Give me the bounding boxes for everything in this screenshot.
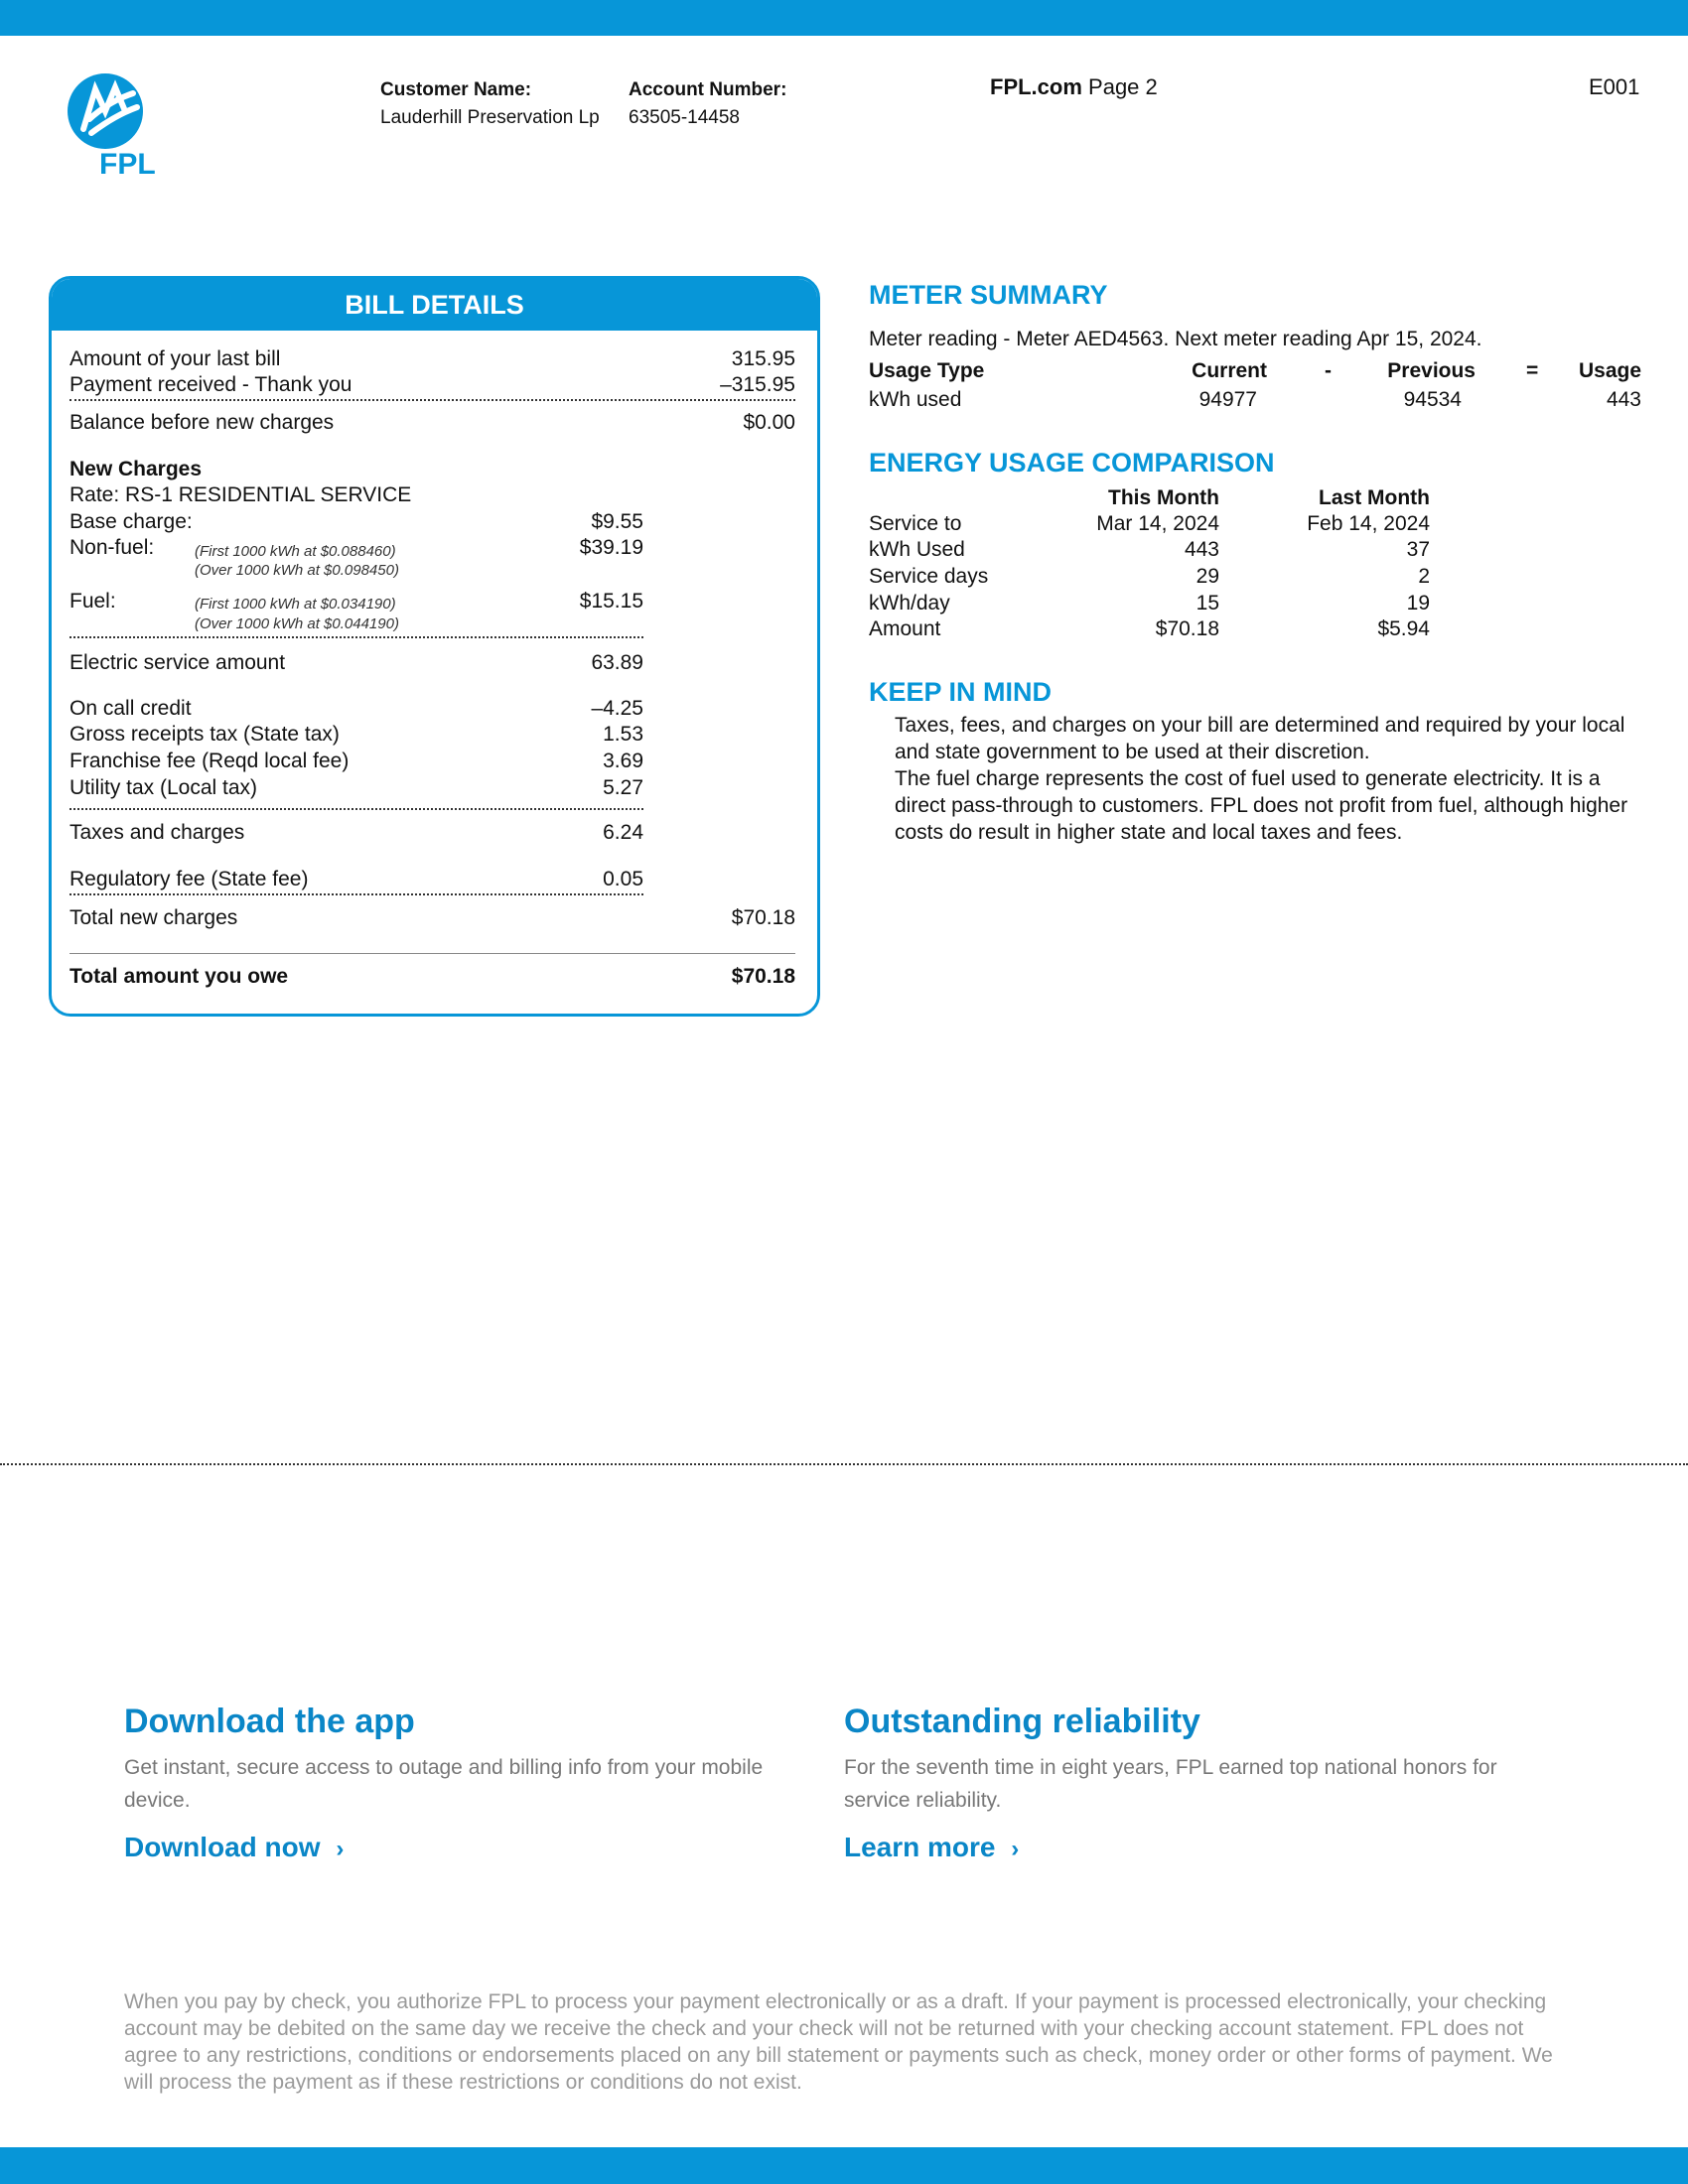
usage-row-label: Service to (869, 512, 962, 535)
total-new-charges-label: Total new charges (70, 906, 238, 929)
meter-row-type: kWh used (869, 388, 962, 411)
col-this-month: This Month (1108, 486, 1219, 509)
chevron-right-icon: › (336, 1836, 345, 1862)
usage-row-last: Feb 14, 2024 (1307, 512, 1430, 535)
fuel-rate-note: (First 1000 kWh at $0.034190) (195, 596, 396, 613)
utility-tax-amount: 5.27 (603, 776, 643, 799)
franchise-fee-label: Franchise fee (Reqd local fee) (70, 750, 350, 772)
divider (70, 636, 643, 638)
divider (70, 808, 643, 810)
keep-in-mind-paragraph: Taxes, fees, and charges on your bill are determined and required by your local and state government to be used at their discretion. (895, 714, 1625, 763)
regulatory-fee-label: Regulatory fee (State fee) (70, 868, 309, 890)
utility-tax-label: Utility tax (Local tax) (70, 776, 258, 799)
col-previous: Previous (1387, 359, 1476, 382)
usage-row-last: 37 (1406, 538, 1430, 561)
usage-row-label: Amount (869, 617, 941, 640)
site-page-info (990, 74, 1158, 100)
balance-amount: $0.00 (743, 411, 795, 434)
download-app-title: Download the app (124, 1703, 415, 1740)
usage-row-this: 15 (1196, 592, 1219, 614)
fuel-rate-note: (Over 1000 kWh at $0.044190) (195, 615, 399, 632)
non-fuel-amount: $39.19 (579, 536, 643, 559)
total-owe-label: Total amount you owe (70, 965, 289, 988)
divider (70, 893, 643, 895)
download-now-label: Download now (124, 1832, 321, 1862)
customer-name-label: Customer Name: (380, 79, 532, 100)
usage-row-last: 2 (1418, 565, 1430, 588)
last-bill-amount: 315.95 (731, 347, 795, 370)
taxes-charges-amount: 6.24 (603, 821, 643, 844)
usage-row-this: $70.18 (1155, 617, 1219, 640)
total-owe-amount: $70.18 (731, 965, 795, 988)
document-code: E001 (1589, 74, 1640, 99)
bottom-banner (0, 2147, 1688, 2184)
account-number: 63505-14458 (629, 107, 740, 128)
usage-row-label: kWh Used (869, 538, 965, 561)
base-charge-label: Base charge: (70, 510, 193, 533)
tear-off-line (0, 1463, 1688, 1465)
logo-wordmark: FPL (99, 148, 156, 181)
taxes-charges-label: Taxes and charges (70, 821, 245, 844)
meter-summary-title: METER SUMMARY (869, 280, 1108, 310)
meter-row-previous: 94534 (1403, 388, 1462, 411)
col-current: Current (1192, 359, 1267, 382)
page-number: Page 2 (1088, 74, 1158, 99)
usage-row-this: 443 (1184, 538, 1219, 561)
col-usage: Usage (1578, 359, 1641, 382)
col-equals: = (1526, 359, 1539, 382)
meter-row-usage: 443 (1606, 388, 1641, 411)
usage-row-this: Mar 14, 2024 (1096, 512, 1219, 535)
non-fuel-rate-note: (First 1000 kWh at $0.088460) (195, 543, 396, 560)
learn-more-label: Learn more (844, 1832, 996, 1862)
keep-in-mind-title: KEEP IN MIND (869, 677, 1053, 707)
gross-receipts-amount: 1.53 (603, 723, 643, 746)
non-fuel-rate-note: (Over 1000 kWh at $0.098450) (195, 562, 399, 579)
fuel-label: Fuel: (70, 590, 116, 613)
payment-amount: –315.95 (720, 373, 795, 396)
chevron-right-icon: › (1011, 1836, 1020, 1862)
regulatory-fee-amount: 0.05 (603, 868, 643, 890)
rate-label: Rate: RS-1 RESIDENTIAL SERVICE (70, 483, 412, 506)
download-now-link[interactable] (124, 1832, 344, 1863)
learn-more-link[interactable] (844, 1832, 1019, 1863)
site-link[interactable]: FPL.com (990, 74, 1082, 99)
divider (70, 399, 795, 401)
meter-reading-text: Meter reading - Meter AED4563. Next meter reading Apr 15, 2024. (869, 328, 1482, 350)
franchise-fee-amount: 3.69 (603, 750, 643, 772)
meter-row-current: 94977 (1198, 388, 1257, 411)
usage-row-this: 29 (1196, 565, 1219, 588)
balance-label: Balance before new charges (70, 411, 335, 434)
new-charges-heading: New Charges (70, 458, 203, 480)
col-minus: - (1325, 359, 1332, 382)
on-call-credit-label: On call credit (70, 697, 192, 720)
customer-name: Lauderhill Preservation Lp (380, 107, 600, 128)
total-new-charges-amount: $70.18 (731, 906, 795, 929)
base-charge-amount: $9.55 (591, 510, 643, 533)
usage-row-label: kWh/day (869, 592, 950, 614)
usage-row-label: Service days (869, 565, 989, 588)
col-last-month: Last Month (1319, 486, 1430, 509)
gross-receipts-label: Gross receipts tax (State tax) (70, 723, 340, 746)
keep-in-mind-paragraph: The fuel charge represents the cost of fuel used to generate electricity. It is a direct pass-through to customers. FPL does not profit from fuel, although higher costs do result in higher state and local taxes and fees. (895, 767, 1628, 844)
download-app-body: Get instant, secure access to outage and billing info from your mobile device. (124, 1756, 764, 1812)
bill-details-title: BILL DETAILS (52, 279, 817, 331)
usage-row-last: 19 (1406, 592, 1430, 614)
top-banner (0, 0, 1688, 36)
fpl-logo (62, 71, 186, 181)
non-fuel-label: Non-fuel: (70, 536, 155, 559)
on-call-credit-amount: –4.25 (591, 697, 643, 720)
reliability-body: For the seventh time in eight years, FPL earned top national honors for service reliability. (844, 1756, 1497, 1812)
payment-disclaimer: When you pay by check, you authorize FPL to process your payment electronically or as a draft. If your payment is processed electronically, your checking account may be debited on the same day we receive the check and your check will not be returned with your checking account statement. FPL does not agree to any restrictions, conditions or endorsements placed on any bill statement or payments such as check, money order or other forms of payment. We will process the payment as if these restrictions or conditions do not exist. (124, 1990, 1553, 2094)
electric-service-amount: 63.89 (591, 651, 643, 674)
col-usage-type: Usage Type (869, 359, 985, 382)
last-bill-label: Amount of your last bill (70, 347, 281, 370)
account-number-label: Account Number: (629, 79, 787, 100)
reliability-title: Outstanding reliability (844, 1703, 1200, 1740)
energy-usage-title: ENERGY USAGE COMPARISON (869, 448, 1275, 478)
payment-label: Payment received - Thank you (70, 373, 352, 396)
usage-row-last: $5.94 (1377, 617, 1430, 640)
electric-service-label: Electric service amount (70, 651, 286, 674)
divider (70, 953, 795, 954)
fuel-amount: $15.15 (579, 590, 643, 613)
keep-in-mind-body (895, 712, 1641, 846)
